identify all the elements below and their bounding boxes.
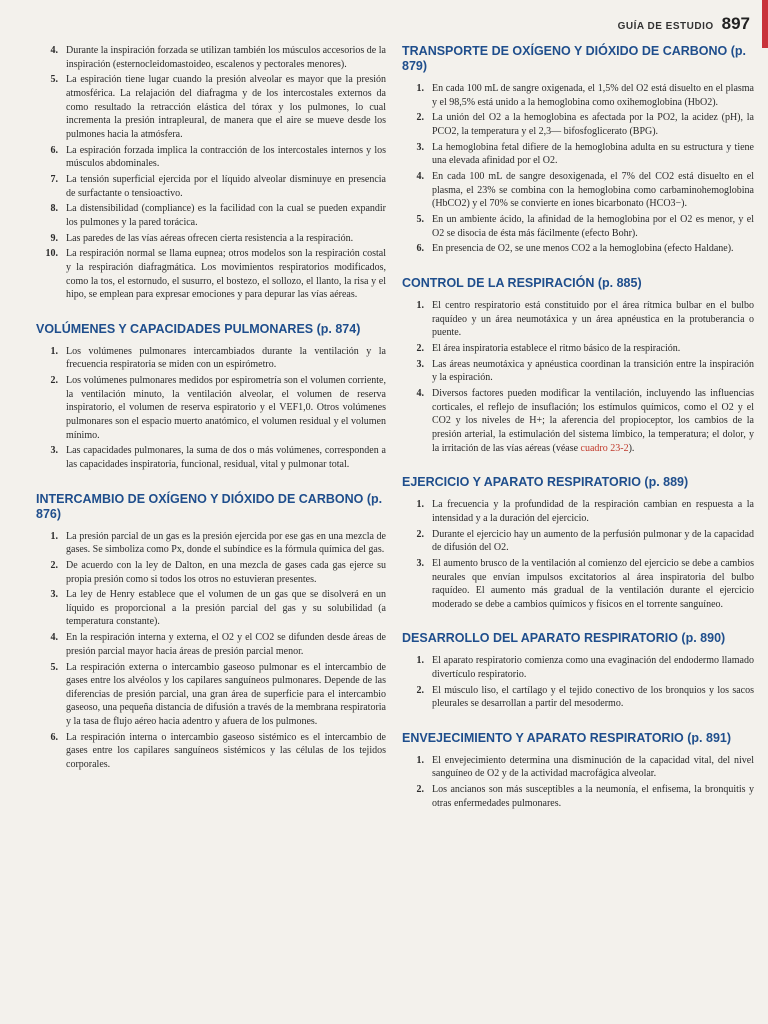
list-item: 4. En cada 100 mL de sangre desoxigenada, el 7% del CO2 está disuelto en el plasma, el 23% se combina con la hemoglobina como carbaminohemoglobina (HbCO2) y el 70% se convierte en iones bicarbonato (HCO3−). <box>416 171 754 210</box>
page-header <box>618 14 750 34</box>
list-item: 10. La respiración normal se llama eupnea; otros modelos son la respiración costal y la respiración diafragmática. Los movimientos respiratorios modificados, como la tos, el estornudo, el susurro, el bostezo, el sollozo, el llanto, la risa y el hipo, se emplean para expresar emociones y para depurar las vías aéreas. <box>45 248 386 301</box>
section-title-control: CONTROL DE LA RESPIRACIÓN (p. 885) <box>402 276 642 291</box>
page-edge-tab <box>762 0 768 48</box>
list-item: 2. La unión del O2 a la hemoglobina es afectada por la PO2, la acidez (pH), la PCO2, la temperatura y el 2,3— bifosfoglicerato (BPG). <box>416 112 754 137</box>
list-item: 2. Los ancianos son más susceptibles a la neumonía, el enfisema, la bronquitis y otras enfermedades pulmonares. <box>416 784 754 809</box>
list-item: 6. En presencia de O2, se une menos CO2 a la hemoglobina (efecto Haldane). <box>416 243 734 255</box>
list-item: 2. De acuerdo con la ley de Dalton, en una mezcla de gases cada gas ejerce su propia presión como si todos los otros no estuvieran presentes. <box>50 559 386 585</box>
exercise-list <box>402 498 754 611</box>
list-item: 2. Los volúmenes pulmonares medidos por espirometría son el volumen corriente, la ventilación minuto, la ventilación alveolar, el volumen de reserva inspiratorio, el volumen de reserva espiratorio y el VEF1,0. Otros volúmenes pulmonares son el espacio muerto anatómico, el volumen residual y el volumen mínimo. <box>50 375 386 441</box>
list-item: 3. La hemoglobina fetal difiere de la hemoglobina adulta en su estructura y tiene una elevada afinidad por el O2. <box>416 141 754 167</box>
list-item: 3. El aumento brusco de la ventilación al comienzo del ejercicio se debe a cambios neurales que envían impulsos excitatorios al área inspiratoria del bulbo raquídeo. El aumento más gradual de la ventilación durante el ejercicio moderado se debe a cambios químicos y físicos en el torrente sanguíneo. <box>416 557 754 610</box>
development-list <box>402 654 754 711</box>
list-item: 2. Durante el ejercicio hay un aumento de la perfusión pulmonar y de la capacidad de difusión del O2. <box>416 528 754 554</box>
list-item: 1. El centro respiratorio está constituido por el área rítmica bulbar en el bulbo raquídeo y un área neumotáxica y un área apnéustica en la protuberancia o puente. <box>416 300 754 339</box>
list-item: 8. La distensibilidad (compliance) es la facilidad con la cual se pueden expandir los pulmones y la pared torácica. <box>50 203 386 228</box>
intro-list <box>36 44 386 302</box>
volumes-list <box>36 345 386 472</box>
list-item: 1. Los volúmenes pulmonares intercambiados durante la ventilación y la frecuencia respiratoria se miden con un espirómetro. <box>50 345 386 371</box>
page-number: 897 <box>721 14 750 33</box>
list-item: 4. En la respiración interna y externa, el O2 y el CO2 se difunden desde áreas de presión parcial mayor hacia áreas de presión parcial menor. <box>50 632 386 657</box>
section-title-development: DESARROLLO DEL APARATO RESPIRATORIO (p. 890) <box>402 631 726 646</box>
list-item: 1. La presión parcial de un gas es la presión ejercida por ese gas en una mezcla de gases. Se simboliza como Px, donde el subíndice es la fórmula química del gas. <box>50 530 386 556</box>
list-item: 3. La ley de Henry establece que el volumen de un gas que se disolverá en un líquido es proporcional a la presión parcial del gas y su solubilidad (a temperatura constante). <box>50 589 386 628</box>
list-item: 5. La espiración tiene lugar cuando la presión alveolar es mayor que la presión atmosférica. La relajación del diafragma y de los intercostales externos da como resultado la retracción elástica del tórax y los pulmones, lo cual incrementa la presión intrapleural, de manera que el aire se mueve desde los pulmones hacia la atmósfera. <box>50 74 386 140</box>
list-item: 5. La respiración externa o intercambio gaseoso pulmonar es el intercambio de gases entre los alvéolos y los capilares sanguíneos pulmonares. Depende de las diferencias de presión parcial, una gran área de superficie para el intercambio gaseoso, una pequeña distancia de difusión a través de la membrana respiratoria y la tasa de flujo aéreo hacia adentro y afuera de los pulmones. <box>50 661 386 727</box>
list-item: 4. Diversos factores pueden modificar la ventilación, incluyendo las influencias corticales, el reflejo de insuflación; los estímulos químicos, como el O2 y el CO2 y los niveles de H+; la aferencia del propioceptor, los cambios de la presión arterial, la estimulación del sistema límbico, la temperatura; el dolor, y la irritación de las vías aéreas (véase cuadro 23-2). <box>416 388 754 454</box>
list-item: 7. La tensión superficial ejercida por el líquido alveolar disminuye en presencia de surfactante o tensioactivo. <box>50 173 386 199</box>
list-item: 1. En cada 100 mL de sangre oxigenada, el 1,5% del O2 está disuelto en el plasma y el 98,5% está unido a la hemoglobina como oxihemoglobina (HbO2). <box>416 83 754 108</box>
section-title-transport: TRANSPORTE DE OXÍGENO Y DIÓXIDO DE CARBONO (p. 879) <box>402 44 747 73</box>
list-item: 6. La respiración interna o intercambio gaseoso sistémico es el intercambio de gases entre los capilares sanguíneos sistémicos y las células de los tejidos corporales. <box>50 731 386 770</box>
list-item: 1. El aparato respiratorio comienza como una evaginación del endodermo llamado divertículo respiratorio. <box>416 655 754 680</box>
section-title-aging: ENVEJECIMIENTO Y APARATO RESPIRATORIO (p. 891) <box>402 730 732 745</box>
control-list <box>402 299 754 455</box>
list-item: 5. En un ambiente ácido, la afinidad de la hemoglobina por el O2 es menor, y el O2 se disocia de ésta más fácilmente (efecto Bohr). <box>416 214 754 239</box>
aging-list <box>402 754 754 811</box>
list-item: 4. Durante la inspiración forzada se utilizan también los músculos accesorios de la inspiración (esternocleidomastoideo, escalenos y pectorales menores). <box>50 45 386 70</box>
cross-reference-link[interactable]: cuadro 23-2 <box>580 442 629 454</box>
right-column <box>402 44 754 813</box>
section-title-exercise: EJERCICIO Y APARATO RESPIRATORIO (p. 889) <box>402 475 689 490</box>
list-item: 3. Las capacidades pulmonares, la suma de dos o más volúmenes, corresponden a las capacidades inspiratoria, funcional, residual, vital y pulmonar total. <box>50 445 386 470</box>
list-item: 3. Las áreas neumotáxica y apnéustica coordinan la transición entre la inspiración y la espiración. <box>416 358 754 384</box>
exchange-list <box>36 530 386 772</box>
list-item: 2. El área inspiratoria establece el ritmo básico de la respiración. <box>416 343 681 355</box>
list-item: 6. La espiración forzada implica la contracción de los intercostales internos y los músculos abdominales. <box>50 144 386 170</box>
list-item: 1. La frecuencia y la profundidad de la respiración cambian en respuesta a la intensidad y a la duración del ejercicio. <box>416 499 754 524</box>
transport-list <box>402 82 754 256</box>
list-item: 1. El envejecimiento determina una disminución de la capacidad vital, del nivel sanguíneo de O2 y de la actividad macrofágica alveolar. <box>416 754 754 780</box>
list-item: 2. El músculo liso, el cartílago y el tejido conectivo de los bronquios y los sacos pleurales se desarrollan a partir del mesodermo. <box>416 684 754 710</box>
section-title-volumes: VOLÚMENES Y CAPACIDADES PULMONARES (p. 874) <box>36 321 361 336</box>
list-item: 9. Las paredes de las vías aéreas ofrecen cierta resistencia a la respiración. <box>50 232 354 244</box>
left-column <box>36 44 386 774</box>
running-head: GUÍA DE ESTUDIO <box>617 21 714 32</box>
section-title-exchange: INTERCAMBIO DE OXÍGENO Y DIÓXIDO DE CARBONO (p. 876) <box>36 491 383 521</box>
